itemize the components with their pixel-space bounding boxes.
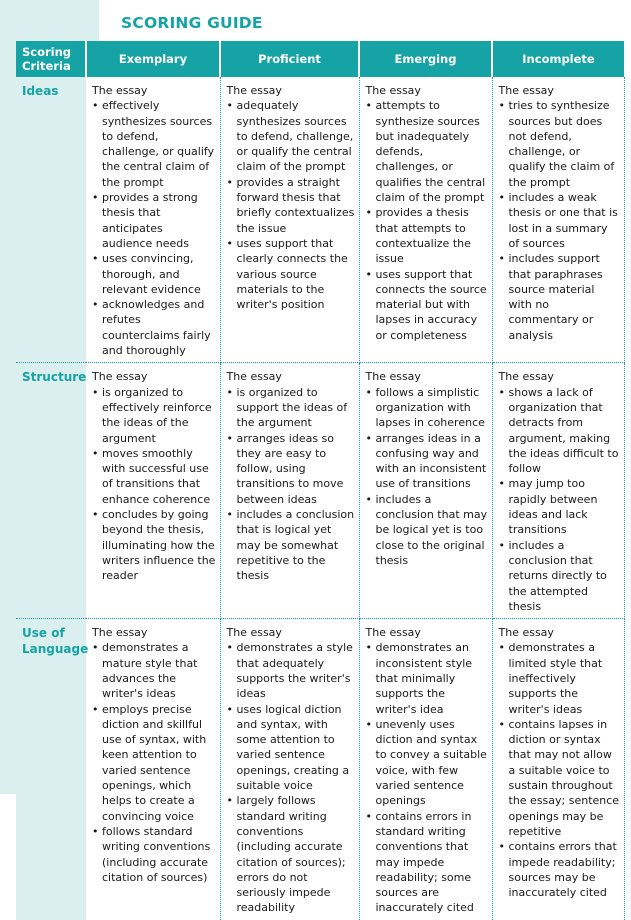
bullet-point: • includes support that paraphrases source material with no commentary or analysis: [499, 251, 620, 343]
bullet-point: • moves smoothly with successful use of transitions that enhance coherence: [92, 446, 216, 507]
cell-ideas-emerging: [359, 77, 492, 363]
bullet-point: • uses support that connects the source material but with lapses in accuracy or completeness: [366, 267, 488, 343]
bullet-point: • contains errors that impede readability; sources may be inaccurately cited: [499, 839, 620, 900]
bullet-point: • is organized to support the ideas of the argument: [227, 385, 355, 431]
scoring-rubric-table: [16, 41, 625, 920]
bullet-point: • contains errors in standard writing conventions that may impede readability; some sources are inaccurately cited: [366, 809, 488, 916]
bullet-point: • adequately synthesizes sources to defend, challenge, or qualify the central claim of the prompt: [227, 98, 355, 174]
bullet-point: • includes a conclusion that returns directly to the attempted thesis: [499, 538, 620, 614]
header-emerging: Emerging: [359, 41, 492, 77]
bullet-point: • arranges ideas so they are easy to follow, using transitions to move between ideas: [227, 431, 355, 507]
bullet-point: • attempts to synthesize sources but inadequately defends, challenges, or qualifies the central claim of the prompt: [366, 98, 488, 205]
cell-lead: The essay: [365, 370, 421, 384]
row-use-of-language: [16, 619, 624, 920]
bullet-point: • demonstrates a style that adequately supports the writer's ideas: [227, 640, 355, 701]
bullet-point: • uses convincing, thorough, and relevant evidence: [92, 251, 216, 297]
bullet-point: • demonstrates a mature style that advances the writer's ideas: [92, 640, 216, 701]
cell-lead: The essay: [498, 626, 554, 640]
cell-lead: The essay: [92, 370, 148, 384]
bullet-point: • largely follows standard writing conventions (including accurate citation of sources); errors do not seriously impede readability: [227, 793, 355, 915]
bullet-point: • uses support that clearly connects the various source materials to the writer's position: [227, 236, 355, 312]
cell-structure-emerging: [359, 363, 492, 619]
row-structure: [16, 363, 624, 619]
cell-lead: The essay: [365, 626, 421, 640]
cell-lead: The essay: [498, 370, 554, 384]
header-incomplete: Incomplete: [492, 41, 624, 77]
cell-ideas-proficient: [220, 77, 359, 363]
bullet-point: • provides a thesis that attempts to contextualize the issue: [366, 205, 488, 266]
bullet-point: • provides a straight forward thesis that briefly contextualizes the issue: [227, 175, 355, 236]
row-ideas: [16, 77, 624, 363]
bullet-point: • provides a strong thesis that anticipates audience needs: [92, 190, 216, 251]
bullet-point: • follows standard writing conventions (including accurate citation of sources): [92, 824, 216, 885]
bullet-point: • is organized to effectively reinforce the ideas of the argument: [92, 385, 216, 446]
cell-ideas-incomplete: [492, 77, 624, 363]
cell-structure-incomplete: [492, 363, 624, 619]
cell-lead: The essay: [92, 84, 148, 97]
cell-lead: The essay: [498, 84, 554, 97]
header-scoring-criteria: Scoring Criteria: [16, 41, 86, 77]
bullet-point: • shows a lack of organization that detracts from argument, making the ideas difficult to follow: [499, 385, 620, 477]
bullet-point: • employs precise diction and skillful use of syntax, with keen attention to varied sentence openings, which helps to create a convincing voice: [92, 702, 216, 824]
page-title: SCORING GUIDE: [121, 14, 263, 32]
bullet-point: • tries to synthesize sources but does not defend, challenge, or qualify the claim of the prompt: [499, 98, 620, 190]
bullet-point: • demonstrates a limited style that ineffectively supports the writer's ideas: [499, 640, 620, 716]
cell-lead: The essay: [92, 626, 148, 640]
bullet-point: • acknowledges and refutes counterclaims fairly and thoroughly: [92, 297, 216, 358]
bullet-point: • may jump too rapidly between ideas and lack transitions: [499, 476, 620, 537]
cell-language-incomplete: [492, 619, 624, 920]
header-row: [16, 41, 624, 77]
cell-language-proficient: [220, 619, 359, 920]
cell-structure-proficient: [220, 363, 359, 619]
cell-language-exemplary: [86, 619, 220, 920]
cell-lead: The essay: [365, 84, 421, 97]
criterion-use-of-language: Use of Language: [16, 619, 86, 920]
cell-language-emerging: [359, 619, 492, 920]
criterion-ideas: Ideas: [16, 77, 86, 363]
header-exemplary: Exemplary: [86, 41, 220, 77]
bullet-point: • concludes by going beyond the thesis, illuminating how the writers influence the reader: [92, 507, 216, 583]
bullet-point: • includes a conclusion that is logical yet may be somewhat repetitive to the thesis: [227, 507, 355, 583]
bullet-point: • includes a conclusion that may be logical yet is too close to the original thesis: [366, 492, 488, 568]
cell-structure-exemplary: [86, 363, 220, 619]
bullet-point: • contains lapses in diction or syntax that may not allow a suitable voice to sustain throughout the essay; sentence openings may be repetitive: [499, 717, 620, 839]
cell-ideas-exemplary: [86, 77, 220, 363]
header-proficient: Proficient: [220, 41, 359, 77]
bullet-point: • unevenly uses diction and syntax to convey a suitable voice, with few varied sentence openings: [366, 717, 488, 809]
bullet-point: • effectively synthesizes sources to defend, challenge, or qualify the central claim of the prompt: [92, 98, 216, 190]
bullet-point: • follows a simplistic organization with lapses in coherence: [366, 385, 488, 431]
cell-lead: The essay: [226, 84, 282, 97]
bullet-point: • uses logical diction and syntax, with some attention to varied sentence openings, creating a suitable voice: [227, 702, 355, 794]
bullet-point: • arranges ideas in a confusing way and with an inconsistent use of transitions: [366, 431, 488, 492]
bullet-point: • demonstrates an inconsistent style that minimally supports the writer's idea: [366, 640, 488, 716]
cell-lead: The essay: [226, 626, 282, 640]
criterion-structure: Structure: [16, 363, 86, 619]
cell-lead: The essay: [226, 370, 282, 384]
bullet-point: • includes a weak thesis or one that is lost in a summary of sources: [499, 190, 620, 251]
